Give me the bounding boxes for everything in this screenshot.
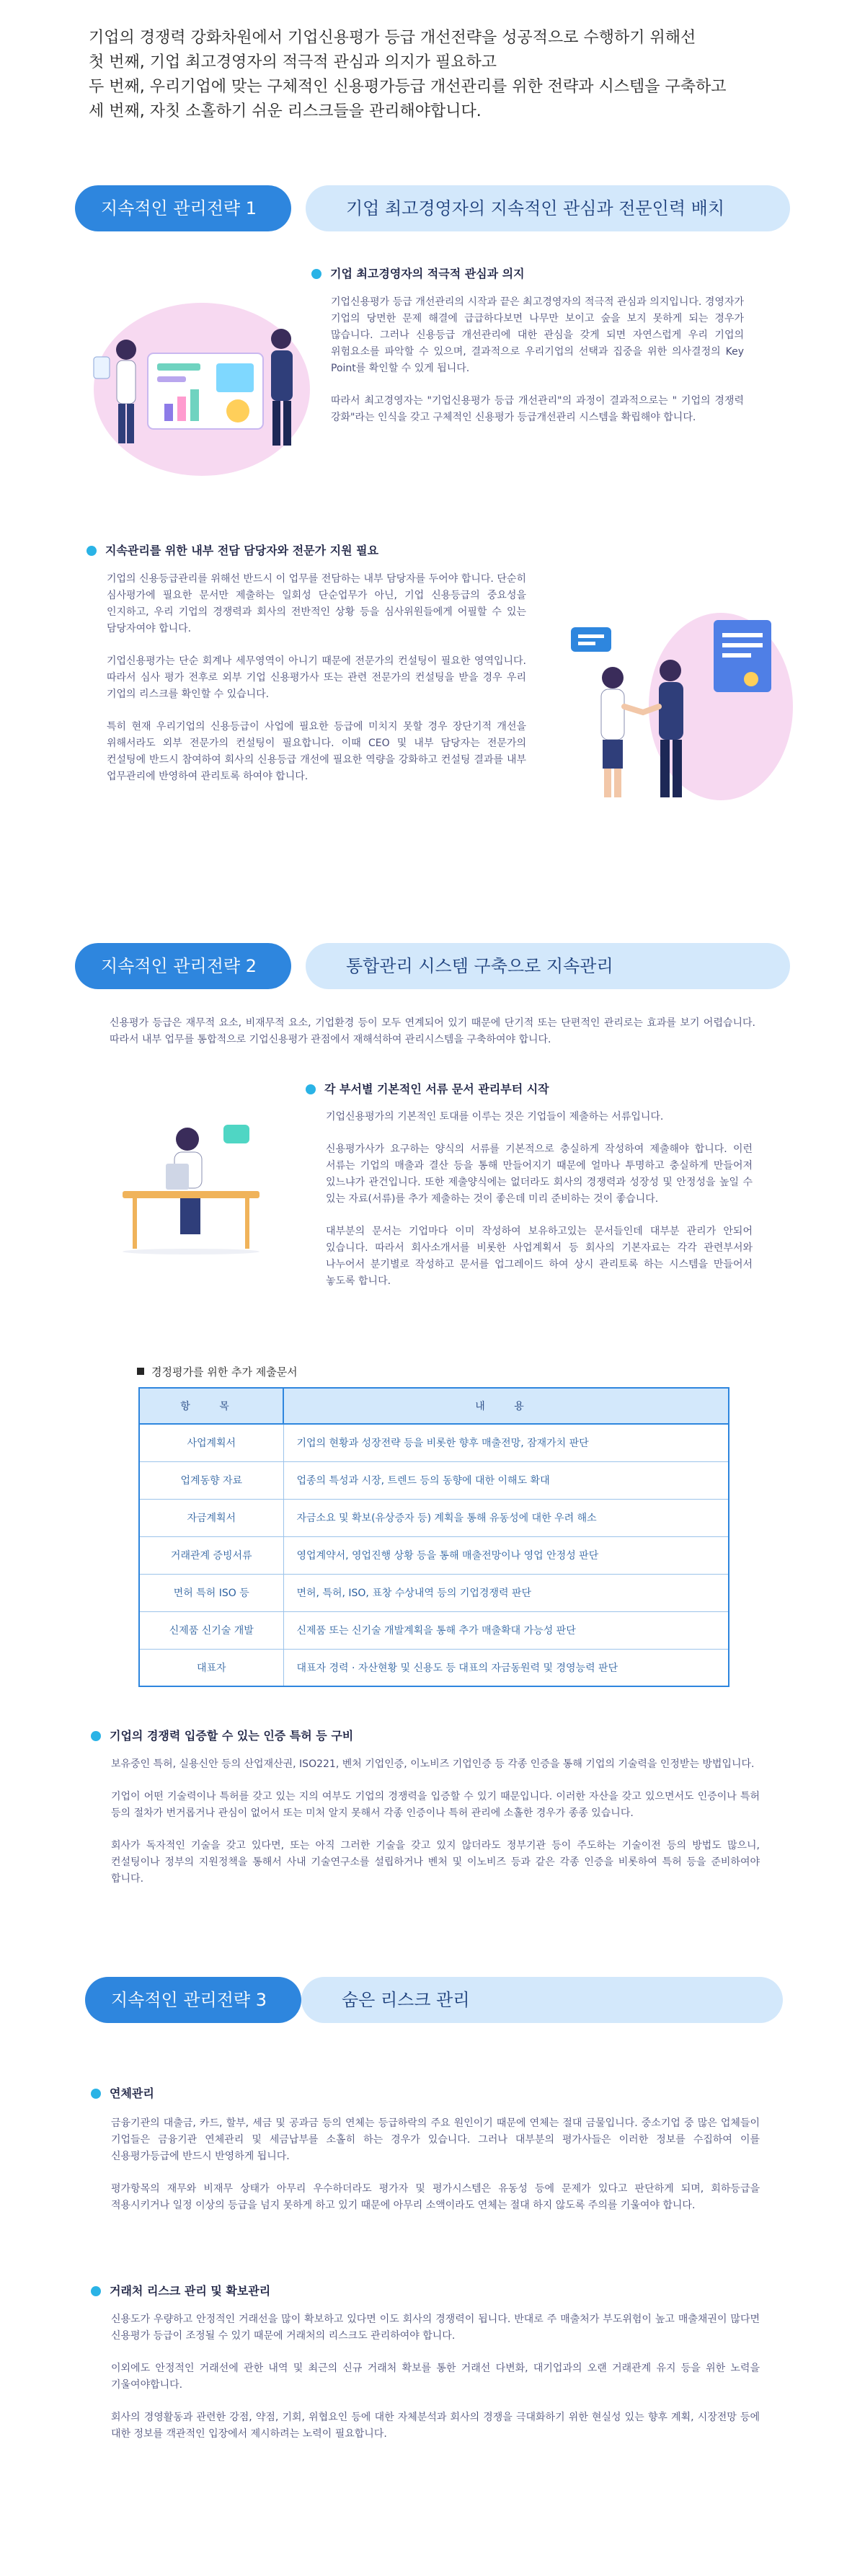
intro-line: 기업의 경쟁력 강화차원에서 기업신용평가 등급 개선전략을 성공적으로 수행하기 위해선	[89, 29, 696, 47]
strategy-2-title: 통합관리 시스템 구축으로 지속관리	[306, 943, 790, 989]
strategy-1-title: 기업 최고경영자의 지속적인 관심과 전문인력 배치	[306, 185, 790, 231]
paragraph: 회사가 독자적인 기술을 갖고 있다면, 또는 아직 그러한 기술을 갖고 있지 않더라도 정부기관 등이 주도하는 기술이전 등의 방법도 많으니, 컨설팅이나 정부의 지원정책을 통해서 사내 기술연구소를 설립하거나 벤처 및 이노비즈 등과 같은 각종 인증을 비롯하여 특허 등을 준비하여야 합니다.	[111, 1840, 760, 1885]
table-cell-content: 영업계약서, 영업진행 상황 등을 통해 매출전망이나 영업 안정성 판단	[283, 1536, 729, 1574]
section-document-management	[306, 1081, 745, 1098]
strategy-3-label: 지속적인 관리전략 3	[85, 1977, 301, 2023]
table-row	[139, 1649, 729, 1686]
table-cell-content: 대표자 경력 · 자산현황 및 신용도 등 대표의 자금동원력 및 경영능력 판단	[283, 1649, 729, 1686]
table-row	[139, 1499, 729, 1536]
paragraph: 기업신용평가의 기본적인 토대를 이루는 것은 기업들이 제출하는 서류입니다.	[326, 1111, 664, 1123]
section-client-risk	[91, 2283, 740, 2300]
section-ceo-interest	[311, 265, 744, 283]
bullet-dot-icon	[91, 2089, 101, 2099]
strategy-3-title: 숨은 리스크 관리	[301, 1977, 783, 2023]
table-row	[139, 1461, 729, 1499]
paragraph: 회사의 경영활동과 관련한 강점, 약점, 기회, 위협요인 등에 대한 자체분석과 회사의 경쟁을 극대화하기 위한 현실성 있는 향후 계획, 시장전망 등에 대한 정보를 객관적인 입장에서 제시하려는 노력이 필요합니다.	[111, 2412, 760, 2440]
column-header-content: 내 용	[283, 1388, 729, 1424]
table-cell-content: 신제품 또는 신기술 개발계획을 통해 추가 매출확대 가능성 판단	[283, 1611, 729, 1649]
section-heading: 기업 최고경영자의 적극적 관심과 의지	[311, 265, 744, 283]
paragraph: 기업의 신용등급관리를 위해선 반드시 이 업무를 전담하는 내부 담당자를 두어야 합니다. 단순히 심사평가에 필요한 문서만 제출하는 일회성 단순업무가 아닌, 기업 신용등급의 중요성을 인지하고, 우리 기업의 경쟁력과 회사의 전반적인 상황 등을 심사위원들에게 어필할 수 있는 담당자여야 합니다.	[107, 573, 526, 634]
paragraph: 대부분의 문서는 기업마다 이미 작성하여 보유하고있는 문서들인데 대부분 관리가 안되어 있습니다. 따라서 회사소개서를 비롯한 사업계획서 등 회사의 기본자료는 각각 관련부서와 나누어서 분기별로 작성하고 문서를 업그레이드 하여 상시 관리토록 하는 시스템을 만들어서 놓도록 합니다.	[326, 1226, 753, 1287]
bullet-dot-icon	[91, 2286, 101, 2296]
table-cell-content: 면허, 특허, ISO, 표창 수상내역 등의 기업경쟁력 판단	[283, 1574, 729, 1611]
paragraph: 기업신용평가는 단순 회계나 세무영역이 아니기 때문에 전문가의 컨설팅이 필요한 영역입니다. 따라서 심사 평가 전후로 외부 기업 신용평가사 또는 관련 전문가의 컨설팅을 받을 경우 우리 기업의 리스크를 확인할 수 있습니다.	[107, 655, 526, 700]
section-overdue-management-body	[111, 2115, 760, 2230]
intro-line: 첫 번째, 기업 최고경영자의 적극적 관심과 의지가 필요하고	[89, 53, 497, 71]
table-cell-content: 기업의 현황과 성장전략 등을 비롯한 향후 매출전망, 잠재가치 판단	[283, 1424, 729, 1461]
paragraph: 신용도가 우량하고 안정적인 거래선을 많이 확보하고 있다면 이도 회사의 경쟁력이 됩니다. 반대로 주 매출처가 부도위험이 높고 매출채권이 많다면 신용평가 등급이 조정될 수 있기 때문에 거래처의 리스크도 관리하여야 합니다.	[111, 2314, 760, 2342]
paragraph: 기업신용평가 등급 개선관리의 시작과 끝은 최고경영자의 적극적 관심과 의지입니다. 경영자가 기업의 당면한 문제 해결에 급급하다보면 나무만 보이고 숲을 보지 못하게 되는 경우가 많습니다. 그러나 신용등급 개선관리에 대한 관심을 갖게 되면 자연스럽게 우리 기업의 위험요소를 파악할 수 있으며, 결과적으로 우리기업의 선택과 집중을 위한 의사결정의 Key Point를 확인할 수 있게 됩니다.	[331, 296, 744, 374]
strategy-3-header	[85, 1977, 783, 2023]
table-cell-content: 업종의 특성과 시장, 트렌드 등의 동향에 대한 이해도 확대	[283, 1461, 729, 1499]
handshake-illustration	[562, 598, 793, 807]
section-heading: 각 부서별 기본적인 서류 문서 관리부터 시작	[306, 1081, 745, 1098]
section-certifications	[91, 1727, 740, 1745]
paragraph: 평가항목의 재무와 비재무 상태가 아무리 우수하더라도 평가자 및 평가시스템은 유동성 등에 문제가 있다고 판단하게 되며, 회하등급을 적용시키거나 일정 이상의 등급을 넘지 못하게 하고 있기 때문에 아무리 소액이라도 연체는 절대 하지 않도록 주의를 기울여야 합니다.	[111, 2183, 760, 2211]
section-client-risk-body	[111, 2311, 760, 2458]
table-cell-item: 거래관계 증빙서류	[139, 1536, 283, 1574]
section-heading: 기업의 경쟁력 입증할 수 있는 인증 특허 등 구비	[91, 1727, 740, 1745]
intro-line: 두 번째, 우리기업에 맞는 구체적인 신용평가등급 개선관리를 위한 전략과 시스템을 구축하고	[89, 78, 727, 96]
bullet-dot-icon	[91, 1731, 101, 1741]
section-heading: 거래처 리스크 관리 및 확보관리	[91, 2283, 740, 2300]
paragraph: 특히 현재 우리기업의 신용등급이 사업에 필요한 등급에 미치지 못할 경우 장단기적 개선을 위해서라도 외부 전문가의 컨설팅이 필요합니다. 이때 CEO 및 내부 담당자는 전문가의 컨설팅에 반드시 참여하여 회사의 신용등급 개선에 필요한 역량을 강화하고 컨설팅 결과를 내부 업무관리에 반영하여 관리토록 하여야 합니다.	[107, 721, 526, 782]
table-cell-content: 자금소요 및 확보(유상증자 등) 계획을 통해 유동성에 대한 우려 해소	[283, 1499, 729, 1536]
section-ceo-interest-body	[331, 294, 744, 442]
section-internal-staff	[86, 542, 533, 559]
section-overdue-management	[91, 2085, 740, 2102]
section-heading: 연체관리	[91, 2085, 740, 2102]
section-internal-staff-body	[107, 571, 526, 801]
bullet-dot-icon	[86, 546, 97, 556]
table-cell-item: 업계동향 자료	[139, 1461, 283, 1499]
strategy-2-lead: 신용평가 등급은 재무적 요소, 비재무적 요소, 기업환경 등이 모두 연계되어 있기 때문에 단기적 또는 단편적인 관리로는 효과를 보기 어렵습니다. 따라서 내부 업무를 통합적으로 기업신용평가 관점에서 재해석하여 관리시스템을 구축하여야 합니다.	[110, 1017, 755, 1045]
paragraph: 보유중인 특허, 실용신안 등의 산업재산권, ISO221, 벤처 기업인증, 이노비즈 기업인증 등 각종 인증을 통해 기업의 기술력을 인정받는 방법입니다.	[111, 1758, 755, 1770]
strategy-2-label: 지속적인 관리전략 2	[75, 943, 291, 989]
section-document-management-body	[326, 1109, 753, 1306]
paragraph: 기업이 어떤 기술력이나 특허를 갖고 있는 지의 여부도 기업의 경쟁력을 입증할 수 있기 때문입니다. 이러한 자산을 갖고 있으면서도 인증이나 특허 등의 절차가 번거롭거나 관심이 없어서 또는 미처 알지 못해서 각종 인증이나 특허 관리에 소홀한 경우가 종종 있습니다.	[111, 1791, 760, 1819]
table-row	[139, 1611, 729, 1649]
table-cell-item: 사업계획서	[139, 1424, 283, 1461]
submission-documents-table	[138, 1387, 729, 1687]
table-header-row	[139, 1388, 729, 1424]
table-row	[139, 1536, 729, 1574]
section-heading: 지속관리를 위한 내부 전담 담당자와 전문가 지원 필요	[86, 542, 533, 559]
strategy-1-label: 지속적인 관리전략 1	[75, 185, 291, 231]
section-certifications-body	[111, 1756, 760, 1903]
table-row	[139, 1574, 729, 1611]
table-cell-item: 대표자	[139, 1649, 283, 1686]
paragraph: 이외에도 안정적인 거래선에 관한 내역 및 최근의 신규 거래처 확보를 통한 거래선 다변화, 대기업과의 오랜 거래관계 유지 등을 위한 노력을 기울여야합니다.	[111, 2363, 760, 2391]
paragraph: 신용평가사가 요구하는 양식의 서류를 기본적으로 충실하게 작성하여 제출해야 합니다. 이런 서류는 기업의 매출과 결산 등을 통해 만들어지기 때문에 얼마나 투명하고 충실하게 만들어져 있느냐가 관건입니다. 또한 제출양식에는 없더라도 회사의 경쟁력과 성장성 및 안정성을 높일 수 있는 자료(서류)를 추가 제출하는 것이 좋은데 미리 준비하는 것이 좋습니다.	[326, 1143, 753, 1205]
table-cell-item: 자금계획서	[139, 1499, 283, 1536]
table-row	[139, 1424, 729, 1461]
table-cell-item: 면허 특허 ISO 등	[139, 1574, 283, 1611]
strategy-2-header	[75, 943, 790, 989]
column-header-item: 항 목	[139, 1388, 283, 1424]
bullet-dot-icon	[311, 269, 321, 279]
square-bullet-icon	[137, 1368, 144, 1375]
paragraph: 따라서 최고경영자는 "기업신용평가 등급 개선관리"의 과정이 결과적으로는 " 기업의 경쟁력 강화"라는 인식을 갖고 구체적인 신용평가 등급개선관리 시스템을 확립해야 합니다.	[331, 395, 744, 423]
intro	[89, 26, 781, 124]
bullet-dot-icon	[306, 1084, 316, 1094]
team-dashboard-illustration	[79, 288, 324, 483]
strategy-1-header	[75, 185, 790, 231]
paragraph: 금융기관의 대출금, 카드, 할부, 세금 및 공과금 등의 연체는 등급하락의 주요 원인이기 때문에 연체는 절대 금물입니다. 중소기업 중 많은 업체들이 기업들은 금융기관 연체관리 및 세금납부를 소홀히 하는 경우가 있습니다. 그러나 대부분의 평가사들은 이러한 정보를 수집하여 이를 신용평가등급에 반드시 반영하게 됩니다.	[111, 2117, 760, 2162]
table-title: 경정평가를 위한 추가 제출문서	[137, 1364, 298, 1379]
table-cell-item: 신제품 신기술 개발	[139, 1611, 283, 1649]
intro-line: 세 번째, 자칫 소홀하기 쉬운 리스크들을 관리해야합니다.	[89, 102, 482, 120]
desk-worker-illustration	[108, 1110, 274, 1254]
